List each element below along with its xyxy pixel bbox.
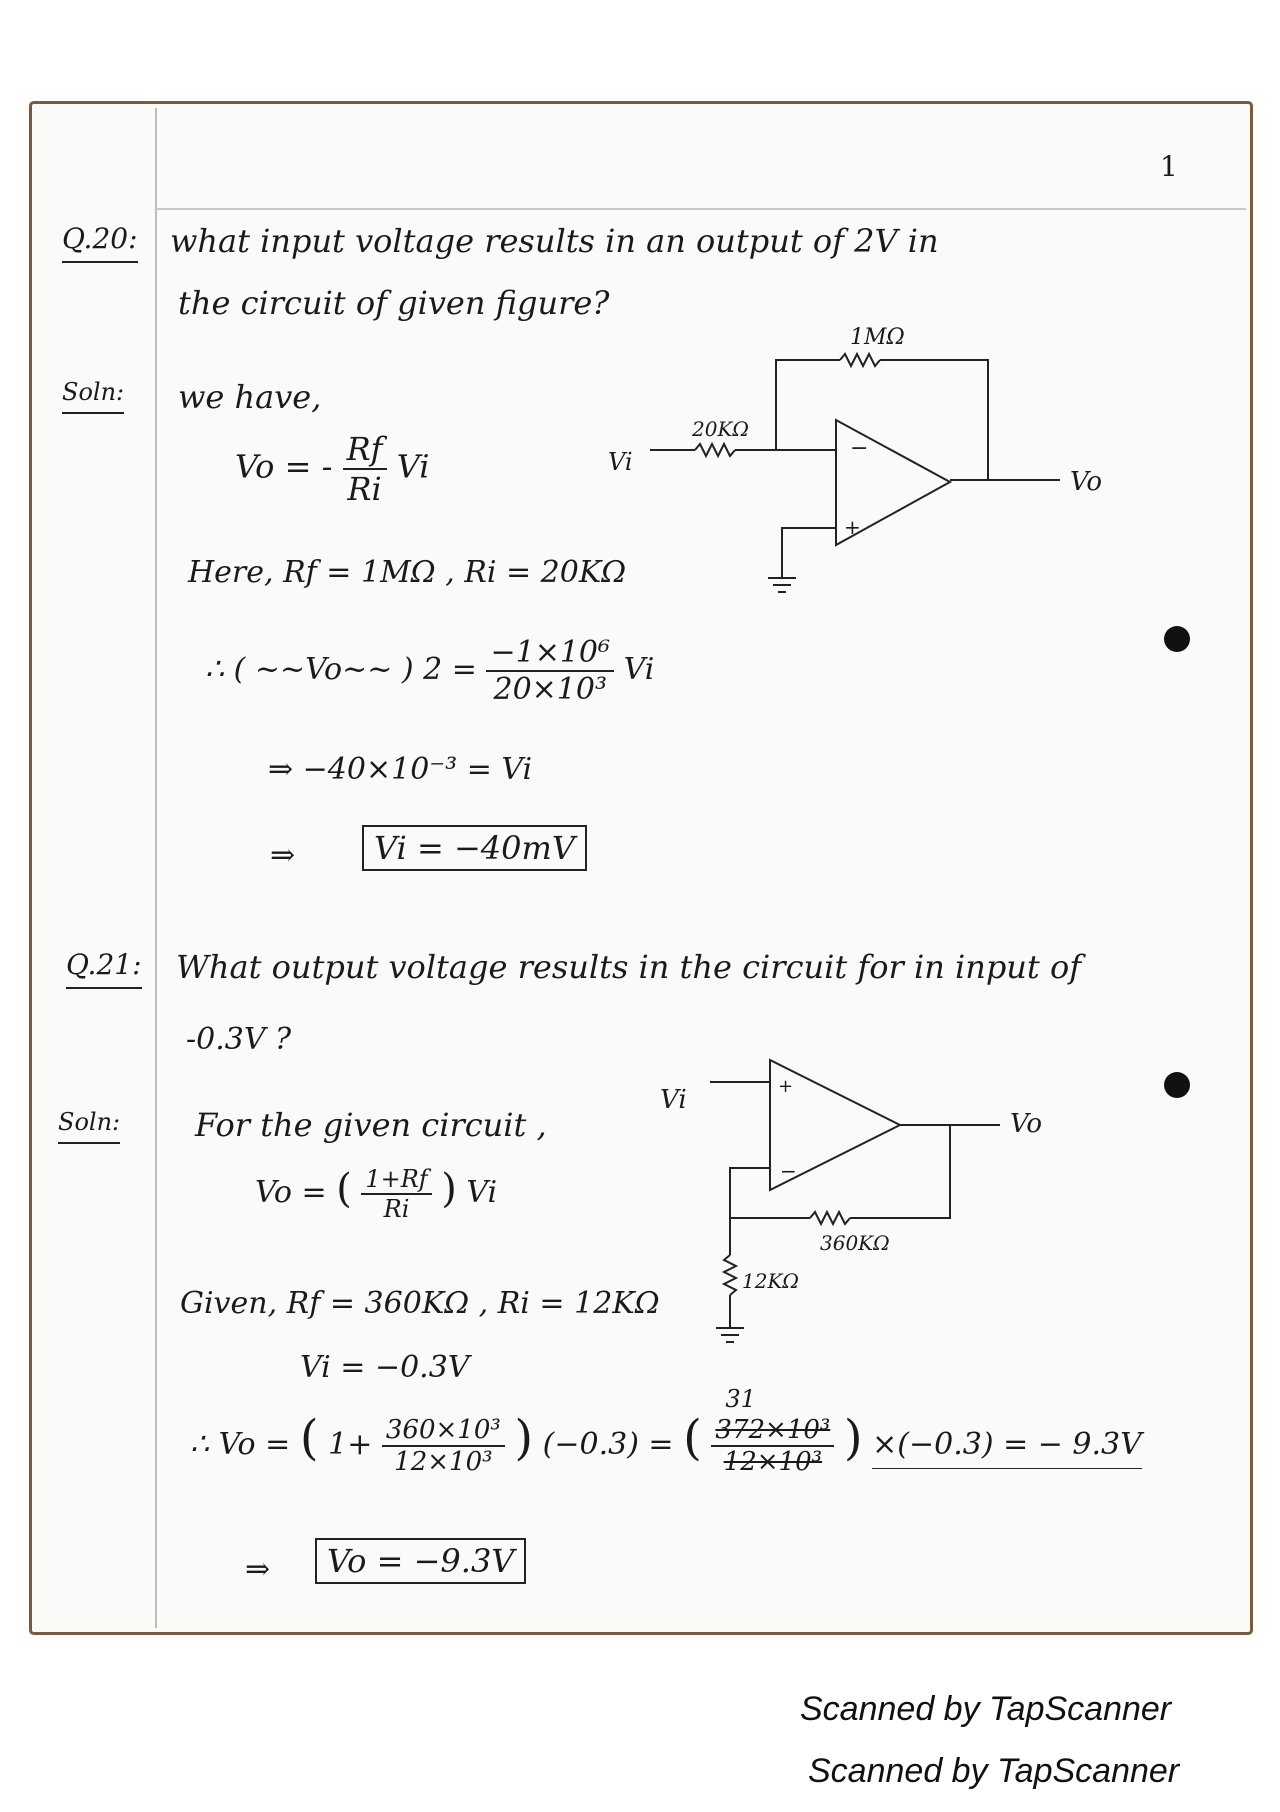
q21-circuit-diagram — [620, 1040, 1080, 1360]
q21-minus-sign: − — [780, 1159, 797, 1183]
q21-question-line2: -0.3V ? — [186, 1022, 292, 1057]
q21-calc-one: 1+ — [328, 1427, 373, 1462]
page-number: 1 — [1160, 150, 1178, 183]
q21-formula — [255, 1165, 497, 1223]
q21-calc-num2: 372×10³ — [711, 1415, 834, 1447]
q21-ri-label: 12KΩ — [742, 1269, 799, 1293]
q21-calc-lhs: ∴ Vo = — [190, 1427, 291, 1462]
q20-result: Vi = −40mV — [362, 825, 587, 871]
bullet-dot-1 — [1164, 626, 1190, 652]
q21-formula-fraction — [361, 1165, 431, 1223]
q20-step2: ⇒ −40×10⁻³ = Vi — [268, 752, 533, 787]
q20-minus-sign: − — [850, 436, 869, 461]
q21-calc-open-paren2: ( — [683, 1410, 702, 1466]
margin-line — [155, 108, 157, 1628]
q20-formula-fraction — [343, 430, 387, 508]
q20-ground-wire — [782, 528, 836, 578]
q21-formula-num: 1+Rf — [361, 1165, 431, 1195]
q20-we-have: we have, — [178, 378, 322, 416]
q20-step1-rhs: Vi — [623, 652, 655, 687]
q21-vi-label: Vi — [660, 1085, 687, 1115]
q21-calc-open-paren: ( — [299, 1410, 319, 1466]
q21-formula-rhs: Vi — [466, 1175, 498, 1210]
q20-question-line1: what input voltage results in an output of 2V in — [170, 222, 939, 260]
scanner-watermark-2: Scanned by TapScanner — [808, 1752, 1180, 1790]
q21-calc-cancel: 31 — [725, 1385, 756, 1413]
q20-step1-fraction — [486, 635, 614, 707]
q21-formula-close-paren: ) — [441, 1166, 457, 1212]
q21-formula-den: Ri — [383, 1195, 410, 1223]
q21-formula-open-paren: ( — [336, 1166, 352, 1212]
q20-ri-label: 20KΩ — [692, 417, 749, 441]
q21-minus-node-wire — [730, 1168, 770, 1255]
q21-result-arrow: ⇒ — [245, 1552, 271, 1587]
q21-soln-label: Soln: — [58, 1108, 120, 1144]
q21-question-line1: What output voltage results in the circuit for in input of — [176, 948, 1082, 986]
q20-here-line: Here, Rf = 1MΩ , Ri = 20KΩ — [188, 555, 627, 590]
q21-calc-den2: 12×10³ — [723, 1447, 823, 1477]
q21-calc-mid: (−0.3) = — [542, 1427, 674, 1462]
q20-step1-den: 20×10³ — [493, 672, 607, 707]
bullet-dot-2 — [1164, 1072, 1190, 1098]
q20-circuit-diagram — [600, 320, 1120, 610]
q21-calc — [190, 1385, 1142, 1477]
q20-question-line2: the circuit of given figure? — [178, 284, 610, 322]
q20-rf-resistor — [840, 354, 880, 366]
q21-calc-close-paren: ) — [514, 1410, 534, 1466]
q21-formula-lhs: Vo = — [255, 1175, 327, 1210]
q20-step1-lhs: ∴ ( ~~Vo~~ ) 2 = — [205, 652, 477, 687]
q20-soln-label: Soln: — [62, 378, 124, 414]
q21-ri-resistor — [724, 1255, 736, 1295]
q20-result-arrow: ⇒ — [270, 838, 296, 873]
q21-calc-num: 360×10³ — [382, 1415, 505, 1447]
q20-ri-resistor — [695, 444, 735, 456]
q21-calc-tail: ×(−0.3) = − 9.3V — [872, 1427, 1142, 1469]
q20-formula — [235, 430, 429, 508]
q21-vo-label: Vo — [1010, 1109, 1043, 1139]
q20-rf-label: 1MΩ — [850, 325, 905, 350]
q21-rf-wire-right — [850, 1125, 950, 1218]
q20-feedback-wire-left — [776, 360, 840, 450]
q21-rf-resistor — [810, 1212, 850, 1224]
q20-formula-num: Rf — [343, 430, 387, 470]
q20-step1-num: −1×10⁶ — [486, 635, 614, 672]
q21-vi-line: Vi = −0.3V — [300, 1350, 470, 1385]
q20-vo-label: Vo — [1070, 467, 1103, 497]
scanner-watermark-1: Scanned by TapScanner — [800, 1690, 1172, 1728]
q21-intro: For the given circuit , — [195, 1106, 547, 1144]
q20-vi-label: Vi — [608, 448, 633, 476]
q20-formula-rhs: Vi — [396, 447, 430, 486]
q21-calc-den: 12×10³ — [394, 1447, 493, 1477]
q20-feedback-wire-right — [880, 360, 988, 480]
q21-plus-sign: + — [778, 1076, 794, 1097]
q21-calc-fraction — [382, 1415, 505, 1477]
q20-plus-sign: + — [844, 515, 861, 539]
q20-label: Q.20: — [62, 222, 138, 263]
q21-rf-label: 360KΩ — [820, 1231, 890, 1255]
q21-given-line: Given, Rf = 360KΩ , Ri = 12KΩ — [180, 1286, 660, 1321]
q21-calc-fraction2 — [711, 1385, 834, 1477]
q20-formula-den: Ri — [347, 470, 382, 508]
q20-step1 — [205, 635, 654, 707]
q20-formula-lhs: Vo = - — [235, 447, 333, 486]
q21-calc-close-paren2: ) — [843, 1410, 863, 1466]
q21-result: Vo = −9.3V — [315, 1538, 526, 1584]
header-rule — [156, 208, 1246, 210]
q21-label: Q.21: — [66, 948, 142, 989]
